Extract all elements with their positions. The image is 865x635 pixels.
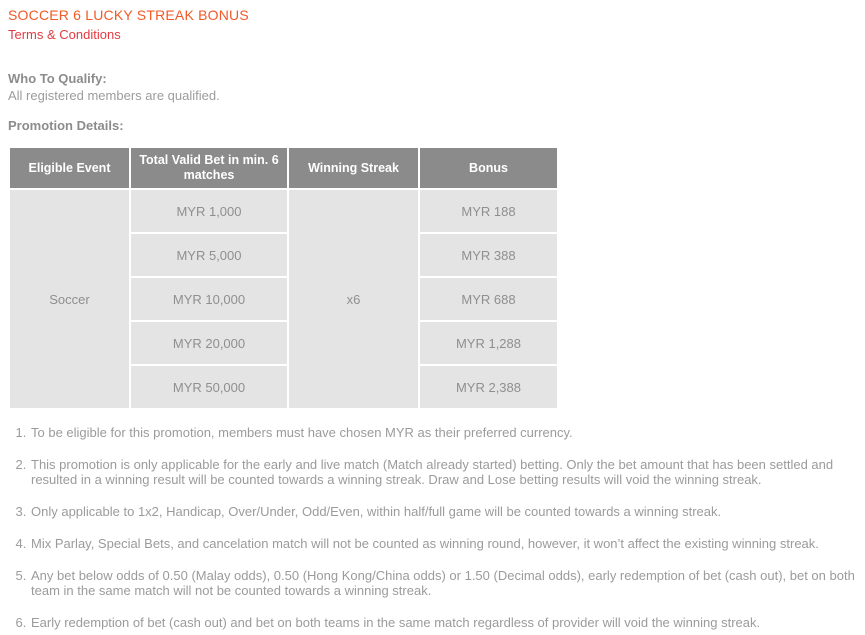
bonus-cell: MYR 1,288 [419,321,558,365]
terms-link[interactable]: Terms & Conditions [8,27,121,42]
qualify-heading: Who To Qualify: [8,71,107,86]
header-eligible-event: Eligible Event [9,147,130,189]
table-row [9,189,558,233]
bonus-cell: MYR 688 [419,277,558,321]
bet-cell: MYR 10,000 [130,277,288,321]
bonus-cell: MYR 188 [419,189,558,233]
term-item: 3. Only applicable to 1x2, Handicap, Over/Under, Odd/Even, within half/full game will be counted towards a winning streak. [30,504,860,519]
header-bonus: Bonus [419,147,558,189]
term-item: 4. Mix Parlay, Special Bets, and cancelation match will not be counted as winning round, however, it won’t affect the existing winning streak. [30,536,860,551]
table-header-row [9,147,558,189]
bonus-cell: MYR 2,388 [419,365,558,409]
bet-cell: MYR 5,000 [130,233,288,277]
bet-cell: MYR 50,000 [130,365,288,409]
qualify-text: All registered members are qualified. [8,88,220,103]
terms-list [8,425,860,630]
details-heading: Promotion Details: [8,118,124,133]
promo-table [8,146,559,410]
eligible-event-cell: Soccer [9,189,130,409]
bet-cell: MYR 20,000 [130,321,288,365]
page-title: SOCCER 6 LUCKY STREAK BONUS [8,7,249,23]
winning-streak-cell: x6 [288,189,419,409]
term-item: 5. Any bet below odds of 0.50 (Malay odds), 0.50 (Hong Kong/China odds) or 1.50 (Decimal odds), early redemption of bet (cash out), bet on both team in the same match will not be counted towards a winning streak. [30,568,860,598]
header-winning-streak: Winning Streak [288,147,419,189]
bet-cell: MYR 1,000 [130,189,288,233]
header-total-valid-bet: Total Valid Bet in min. 6 matches [130,147,288,189]
term-item: 6. Early redemption of bet (cash out) and bet on both teams in the same match regardless of provider will void the winning streak. [30,615,860,630]
term-item: 2. This promotion is only applicable for the early and live match (Match already started) betting. Only the bet amount that has been settled and resulted in a winning result will be counted towards a winning streak. Draw and Lose betting results will void the winning streak. [30,457,860,487]
term-item: 1. To be eligible for this promotion, members must have chosen MYR as their preferred currency. [30,425,860,440]
bonus-cell: MYR 388 [419,233,558,277]
